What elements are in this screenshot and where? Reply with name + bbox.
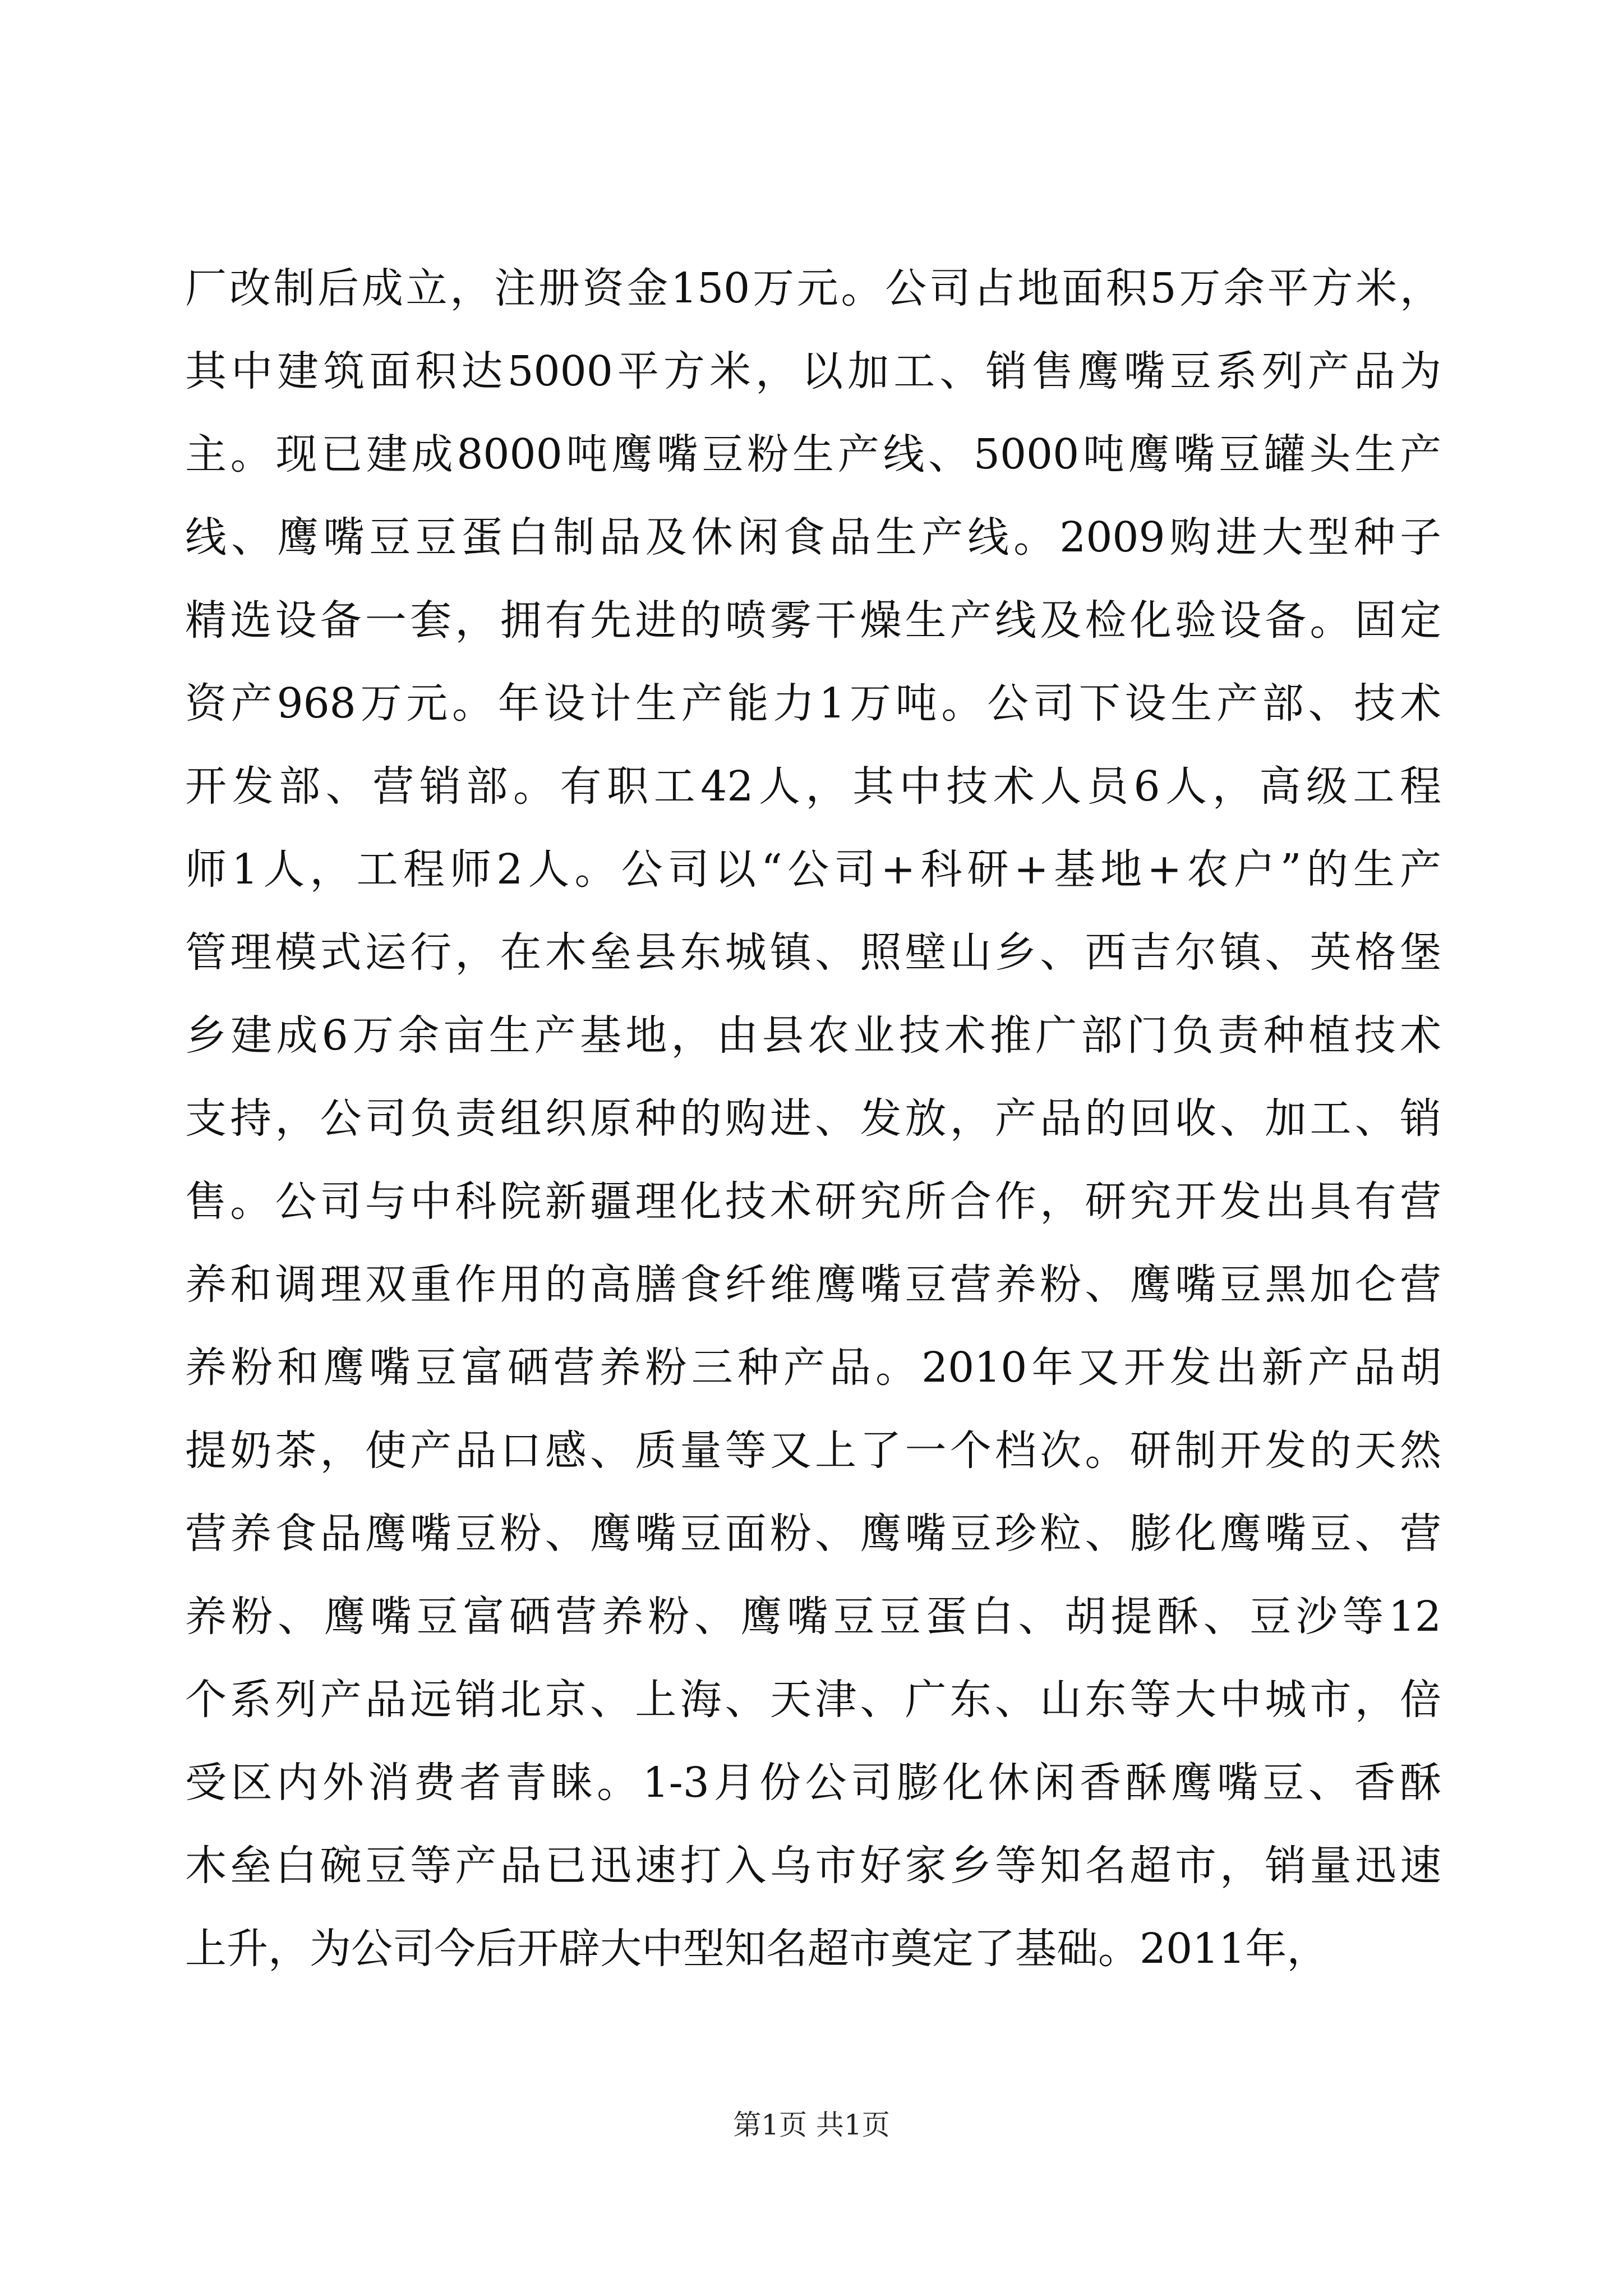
text-line: 木垒白碗豆等产品已迅速打入乌市好家乡等知名超市，销量迅速: [185, 1842, 1441, 1890]
text-line: 养粉、鹰嘴豆富硒营养粉、鹰嘴豆豆蛋白、胡提酥、豆沙等12: [185, 1593, 1441, 1641]
text-line: 管理模式运行，在木垒县东城镇、照壁山乡、西吉尔镇、英格堡: [185, 928, 1441, 977]
page-number-label: 第1页 共1页: [733, 2109, 890, 2141]
text-line: 精选设备一套，拥有先进的喷雾干燥生产线及检化验设备。固定: [185, 596, 1441, 645]
text-line: 支持，公司负责组织原种的购进、发放，产品的回收、加工、销: [185, 1094, 1441, 1143]
text-line: 上升，为公司今后开辟大中型知名超市奠定了基础。2011年，: [185, 1925, 1329, 1973]
text-line: 师1人，工程师2人。公司以“公司+科研+基地+农户”的生产: [185, 845, 1441, 894]
body-text: [185, 247, 1441, 1990]
text-line: 线、鹰嘴豆豆蛋白制品及休闲食品生产线。2009购进大型种子: [185, 513, 1441, 562]
text-line: 主。现已建成8000吨鹰嘴豆粉生产线、5000吨鹰嘴豆罐头生产: [185, 430, 1441, 478]
text-line: 营养食品鹰嘴豆粉、鹰嘴豆面粉、鹰嘴豆珍粒、膨化鹰嘴豆、营: [185, 1510, 1441, 1558]
text-line: 开发部、营销部。有职工42人，其中技术人员6人，高级工程: [185, 762, 1441, 811]
text-line: 养和调理双重作用的高膳食纤维鹰嘴豆营养粉、鹰嘴豆黑加仑营: [185, 1260, 1441, 1309]
text-line: 受区内外消费者青睐。1-3月份公司膨化休闲香酥鹰嘴豆、香酥: [185, 1759, 1441, 1807]
text-line: 售。公司与中科院新疆理化技术研究所合作，研究开发出具有营: [185, 1177, 1441, 1226]
page-footer: [0, 2102, 1623, 2143]
text-line: 乡建成6万余亩生产基地，由县农业技术推广部门负责种植技术: [185, 1011, 1441, 1060]
text-line: 养粉和鹰嘴豆富硒营养粉三种产品。2010年又开发出新产品胡: [185, 1343, 1441, 1392]
text-line: 厂改制后成立，注册资金150万元。公司占地面积5万余平方米，: [185, 264, 1441, 312]
text-line: 资产968万元。年设计生产能力1万吨。公司下设生产部、技术: [185, 679, 1441, 728]
text-line: 提奶茶，使产品口感、质量等又上了一个档次。研制开发的天然: [185, 1427, 1441, 1475]
text-line: 其中建筑面积达5000平方米，以加工、销售鹰嘴豆系列产品为: [185, 347, 1441, 395]
text-line: 个系列产品远销北京、上海、天津、广东、山东等大中城市，倍: [185, 1676, 1441, 1724]
